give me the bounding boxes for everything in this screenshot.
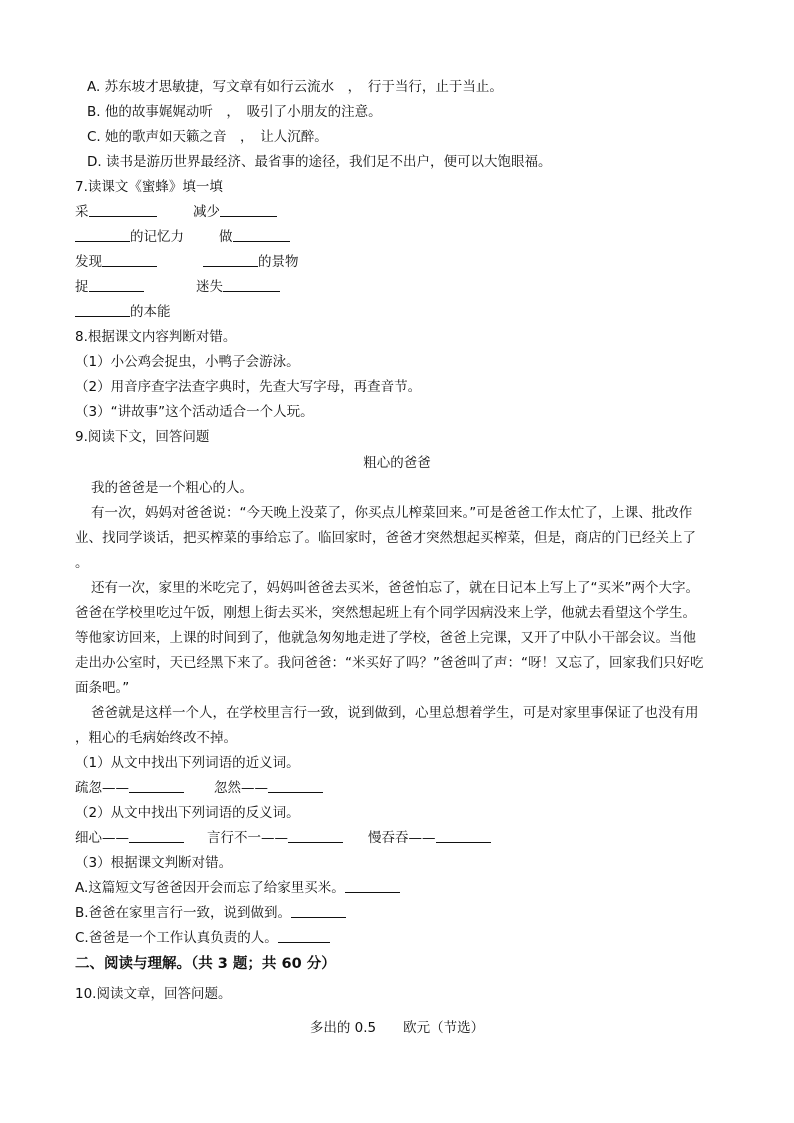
fill-word: 言行不一—— [207,830,288,846]
answer-blank[interactable] [102,265,157,267]
passage-line: 。 [75,555,89,571]
passage-line: 有一次，妈妈对爸爸说：“今天晚上没菜了，你买点儿榨菜回来。”可是爸爸工作太忙了，上课、批改作 [91,505,693,521]
passage-line: 面条吧。” [75,680,130,696]
judge-statement: A.这篇短文写爸爸因开会而忘了给家里买米。 [75,880,345,896]
fill-row [75,256,157,270]
question-10-stem: 10.阅读文章，回答问题。 [75,986,232,1002]
answer-blank[interactable] [345,891,400,893]
judge-row [75,907,346,921]
sub-question: （2）从文中找出下列词语的反义词。 [75,805,300,821]
passage-line: 爸爸在学校里吃过午饭，刚想上街去买米，突然想起班上有个同学因病没来上学，他就去看望这个学生。 [75,605,696,621]
fill-row [203,256,299,270]
fill-row [75,306,171,320]
statement: （3）“讲故事”这个活动适合一个人玩。 [75,404,314,420]
fill-word: 细心—— [75,830,129,846]
answer-blank[interactable] [288,841,343,843]
passage-line: 我的爸爸是一个粗心的人。 [91,480,253,496]
answer-blank[interactable] [436,841,491,843]
option-c: C. 她的歌声如天籁之音 ， 让人沉醉。 [87,129,328,145]
fill-word: 的记忆力 [130,229,184,245]
fill-word: 减少 [193,204,220,220]
statement: （2）用音序查字法查字典时，先查大写字母，再查音节。 [75,379,422,395]
answer-blank[interactable] [89,290,144,292]
answer-blank[interactable] [223,290,280,292]
fill-row [75,231,184,245]
answer-blank[interactable] [203,265,258,267]
answer-blank[interactable] [220,215,277,217]
fill-word: 迷失 [196,279,223,295]
fill-row [368,832,491,846]
question-7-stem: 7.读课文《蜜蜂》填一填 [75,179,223,195]
judge-statement: C.爸爸是一个工作认真负责的人。 [75,930,278,946]
passage-line: 等他家访回来，上课的时间到了，他就急匆匆地走进了学校，爸爸上完课，又开了中队小干部会议。当他 [75,630,696,646]
section-heading: 二、阅读与理解。（共 3 题；共 60 分） [75,956,336,972]
passage-line: 爸爸就是这样一个人，在学校里言行一致，说到做到，心里总想着学生，可是对家里事保证了也没有用 [91,705,699,721]
fill-word: 发现 [75,254,102,270]
answer-blank[interactable] [75,315,130,317]
fill-row [75,782,184,796]
passage-title: 粗心的爸爸 [363,455,431,471]
passage-line: ，粗心的毛病始终改不掉。 [75,730,237,746]
answer-blank[interactable] [89,215,157,217]
fill-word: 的本能 [130,304,171,320]
passage-title: 多出的 0.5 欧元（节选） [309,1020,485,1036]
judge-statement: B.爸爸在家里言行一致，说到做到。 [75,905,292,921]
passage-line: 走出办公室时，天已经黑下来了。我问爸爸：“米买好了吗？”爸爸叫了声：“呀！又忘了，回家我们只好吃 [75,655,704,671]
fill-row [193,206,277,220]
sub-question: （1）从文中找出下列词语的近义词。 [75,755,300,771]
answer-blank[interactable] [129,791,184,793]
fill-word: 采 [75,204,89,220]
answer-blank[interactable] [278,941,330,943]
passage-line: 业、找同学谈话，把买榨菜的事给忘了。临回家时，爸爸才突然想起买榨菜，但是，商店的门已经关上了 [75,530,696,546]
answer-blank[interactable] [268,791,323,793]
answer-blank[interactable] [129,841,184,843]
option-a: A. 苏东坡才思敏捷，写文章有如行云流水 ， 行于当行，止于当止。 [87,79,503,95]
answer-blank[interactable] [75,240,130,242]
option-d: D. 读书是游历世界最经济、最省事的途径，我们足不出户，便可以大饱眼福。 [87,154,552,170]
question-9-stem: 9.阅读下文，回答问题 [75,429,210,445]
answer-blank[interactable] [233,240,290,242]
option-b: B. 他的故事娓娓动听 ， 吸引了小朋友的注意。 [87,104,382,120]
fill-word: 忽然—— [214,780,268,796]
sub-question: （3）根据课文判断对错。 [75,855,233,871]
passage-line: 还有一次，家里的米吃完了，妈妈叫爸爸去买米，爸爸怕忘了，就在日记本上写上了“买米”两个大字。 [91,580,699,596]
fill-row [214,782,323,796]
fill-word: 的景物 [258,254,299,270]
question-8-stem: 8.根据课文内容判断对错。 [75,329,237,345]
fill-row [75,832,184,846]
fill-row [75,206,157,220]
judge-row [75,882,400,896]
answer-blank[interactable] [291,916,346,918]
fill-word: 慢吞吞—— [368,830,436,846]
fill-row [207,832,343,846]
fill-row [219,231,290,245]
fill-row [196,281,280,295]
judge-row [75,932,330,946]
fill-word: 捉 [75,279,89,295]
fill-row [75,281,144,295]
fill-word: 做 [219,229,233,245]
fill-word: 疏忽—— [75,780,129,796]
statement: （1）小公鸡会捉虫，小鸭子会游泳。 [75,354,300,370]
